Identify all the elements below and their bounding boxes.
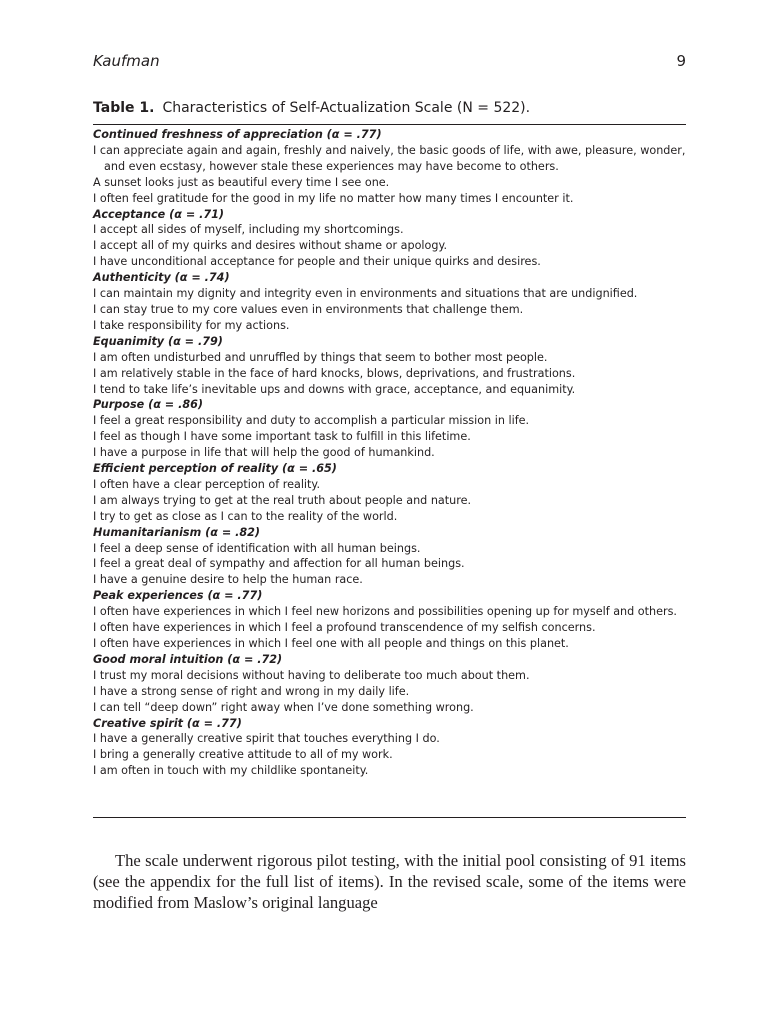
table-item: I often have experiences in which I feel one with all people and things on this planet. <box>93 637 569 650</box>
table-item: I am always trying to get at the real truth about people and nature. <box>93 493 472 507</box>
table-item: I have unconditional acceptance for people and their unique quirks and desires. <box>93 255 541 269</box>
table-item: I can appreciate again and again, freshly and naively, the basic goods of life, with awe, pleasure, wonder, and even ecstasy, however stale these experiences may have become to others. <box>93 143 686 173</box>
table-item: I tend to take life’s inevitable ups and downs with grace, acceptance, and equanimity. <box>93 382 576 396</box>
table-item: I often have a clear perception of reality. <box>93 477 321 491</box>
table-item: I often feel gratitude for the good in my life no matter how many times I encounter it. <box>93 191 574 205</box>
table-item: I can tell “deep down” right away when I’ve done something wrong. <box>93 700 474 714</box>
table-section-heading: Efficient perception of reality (α = .65) <box>93 462 337 476</box>
table-item: I feel a great deal of sympathy and affection for all human beings. <box>93 557 465 571</box>
table-item: I try to get as close as I can to the reality of the world. <box>93 509 398 523</box>
table-section-heading: Peak experiences (α = .77) <box>93 589 263 603</box>
table-body <box>93 127 686 779</box>
table-item: I have a genuine desire to help the human race. <box>93 573 363 587</box>
table-item: I have a purpose in life that will help the good of humankind. <box>93 446 435 460</box>
table-item: A sunset looks just as beautiful every time I see one. <box>93 175 390 189</box>
table-section-heading: Acceptance (α = .71) <box>93 207 225 221</box>
table-item: I am often in touch with my childlike spontaneity. <box>93 764 369 778</box>
table-caption <box>93 100 530 116</box>
body-paragraph: The scale underwent rigorous pilot testing, with the initial pool consisting of 91 items (see the appendix for the full list of items). In the revised scale, some of the items were modified from Maslow’s original language <box>93 851 686 912</box>
table-item: I have a strong sense of right and wrong in my daily life. <box>93 684 410 698</box>
table-bottom-rule <box>93 817 686 818</box>
table-item: I can maintain my dignity and integrity even in environments and situations that are undignified. <box>93 287 638 301</box>
table-item: I take responsibility for my actions. <box>93 318 290 332</box>
table-item: I feel as though I have some important task to fulfill in this lifetime. <box>93 430 471 444</box>
table-label: Table 1. <box>93 100 155 116</box>
table-section-heading: Creative spirit (α = .77) <box>93 716 242 730</box>
table-section-heading: Humanitarianism (α = .82) <box>93 525 261 539</box>
table-item: I accept all of my quirks and desires without shame or apology. <box>93 239 448 253</box>
table-caption-text: Characteristics of Self-Actualization Scale (N = 522). <box>162 100 531 116</box>
running-header <box>93 52 686 72</box>
table-item: I often have experiences in which I feel new horizons and possibilities opening up for myself and others. <box>93 605 677 619</box>
table-section-heading: Authenticity (α = .74) <box>93 271 230 285</box>
table-item: I am often undisturbed and unruffled by things that seem to bother most people. <box>93 350 548 364</box>
table-item: I am relatively stable in the face of hard knocks, blows, deprivations, and frustrations. <box>93 366 576 380</box>
table-item: I bring a generally creative attitude to all of my work. <box>93 748 393 762</box>
table-item: I feel a deep sense of identification with all human beings. <box>93 541 421 555</box>
table-item: I can stay true to my core values even in environments that challenge them. <box>93 302 524 316</box>
table-top-rule <box>93 124 686 125</box>
table-item: I feel a great responsibility and duty to accomplish a particular mission in life. <box>93 414 530 428</box>
table-item: I often have experiences in which I feel a profound transcendence of my selfish concerns. <box>93 621 596 635</box>
table-item: I have a generally creative spirit that touches everything I do. <box>93 732 440 746</box>
table-section-heading: Purpose (α = .86) <box>93 398 204 412</box>
table-item: I trust my moral decisions without having to deliberate too much about them. <box>93 668 530 682</box>
table-section-heading: Good moral intuition (α = .72) <box>93 652 283 666</box>
running-header-author: Kaufman <box>93 52 160 70</box>
page-number: 9 <box>676 52 686 70</box>
table-item: I accept all sides of myself, including my shortcomings. <box>93 223 404 237</box>
table-section-heading: Equanimity (α = .79) <box>93 334 223 348</box>
table-section-heading: Continued freshness of appreciation (α = .77) <box>93 128 382 141</box>
